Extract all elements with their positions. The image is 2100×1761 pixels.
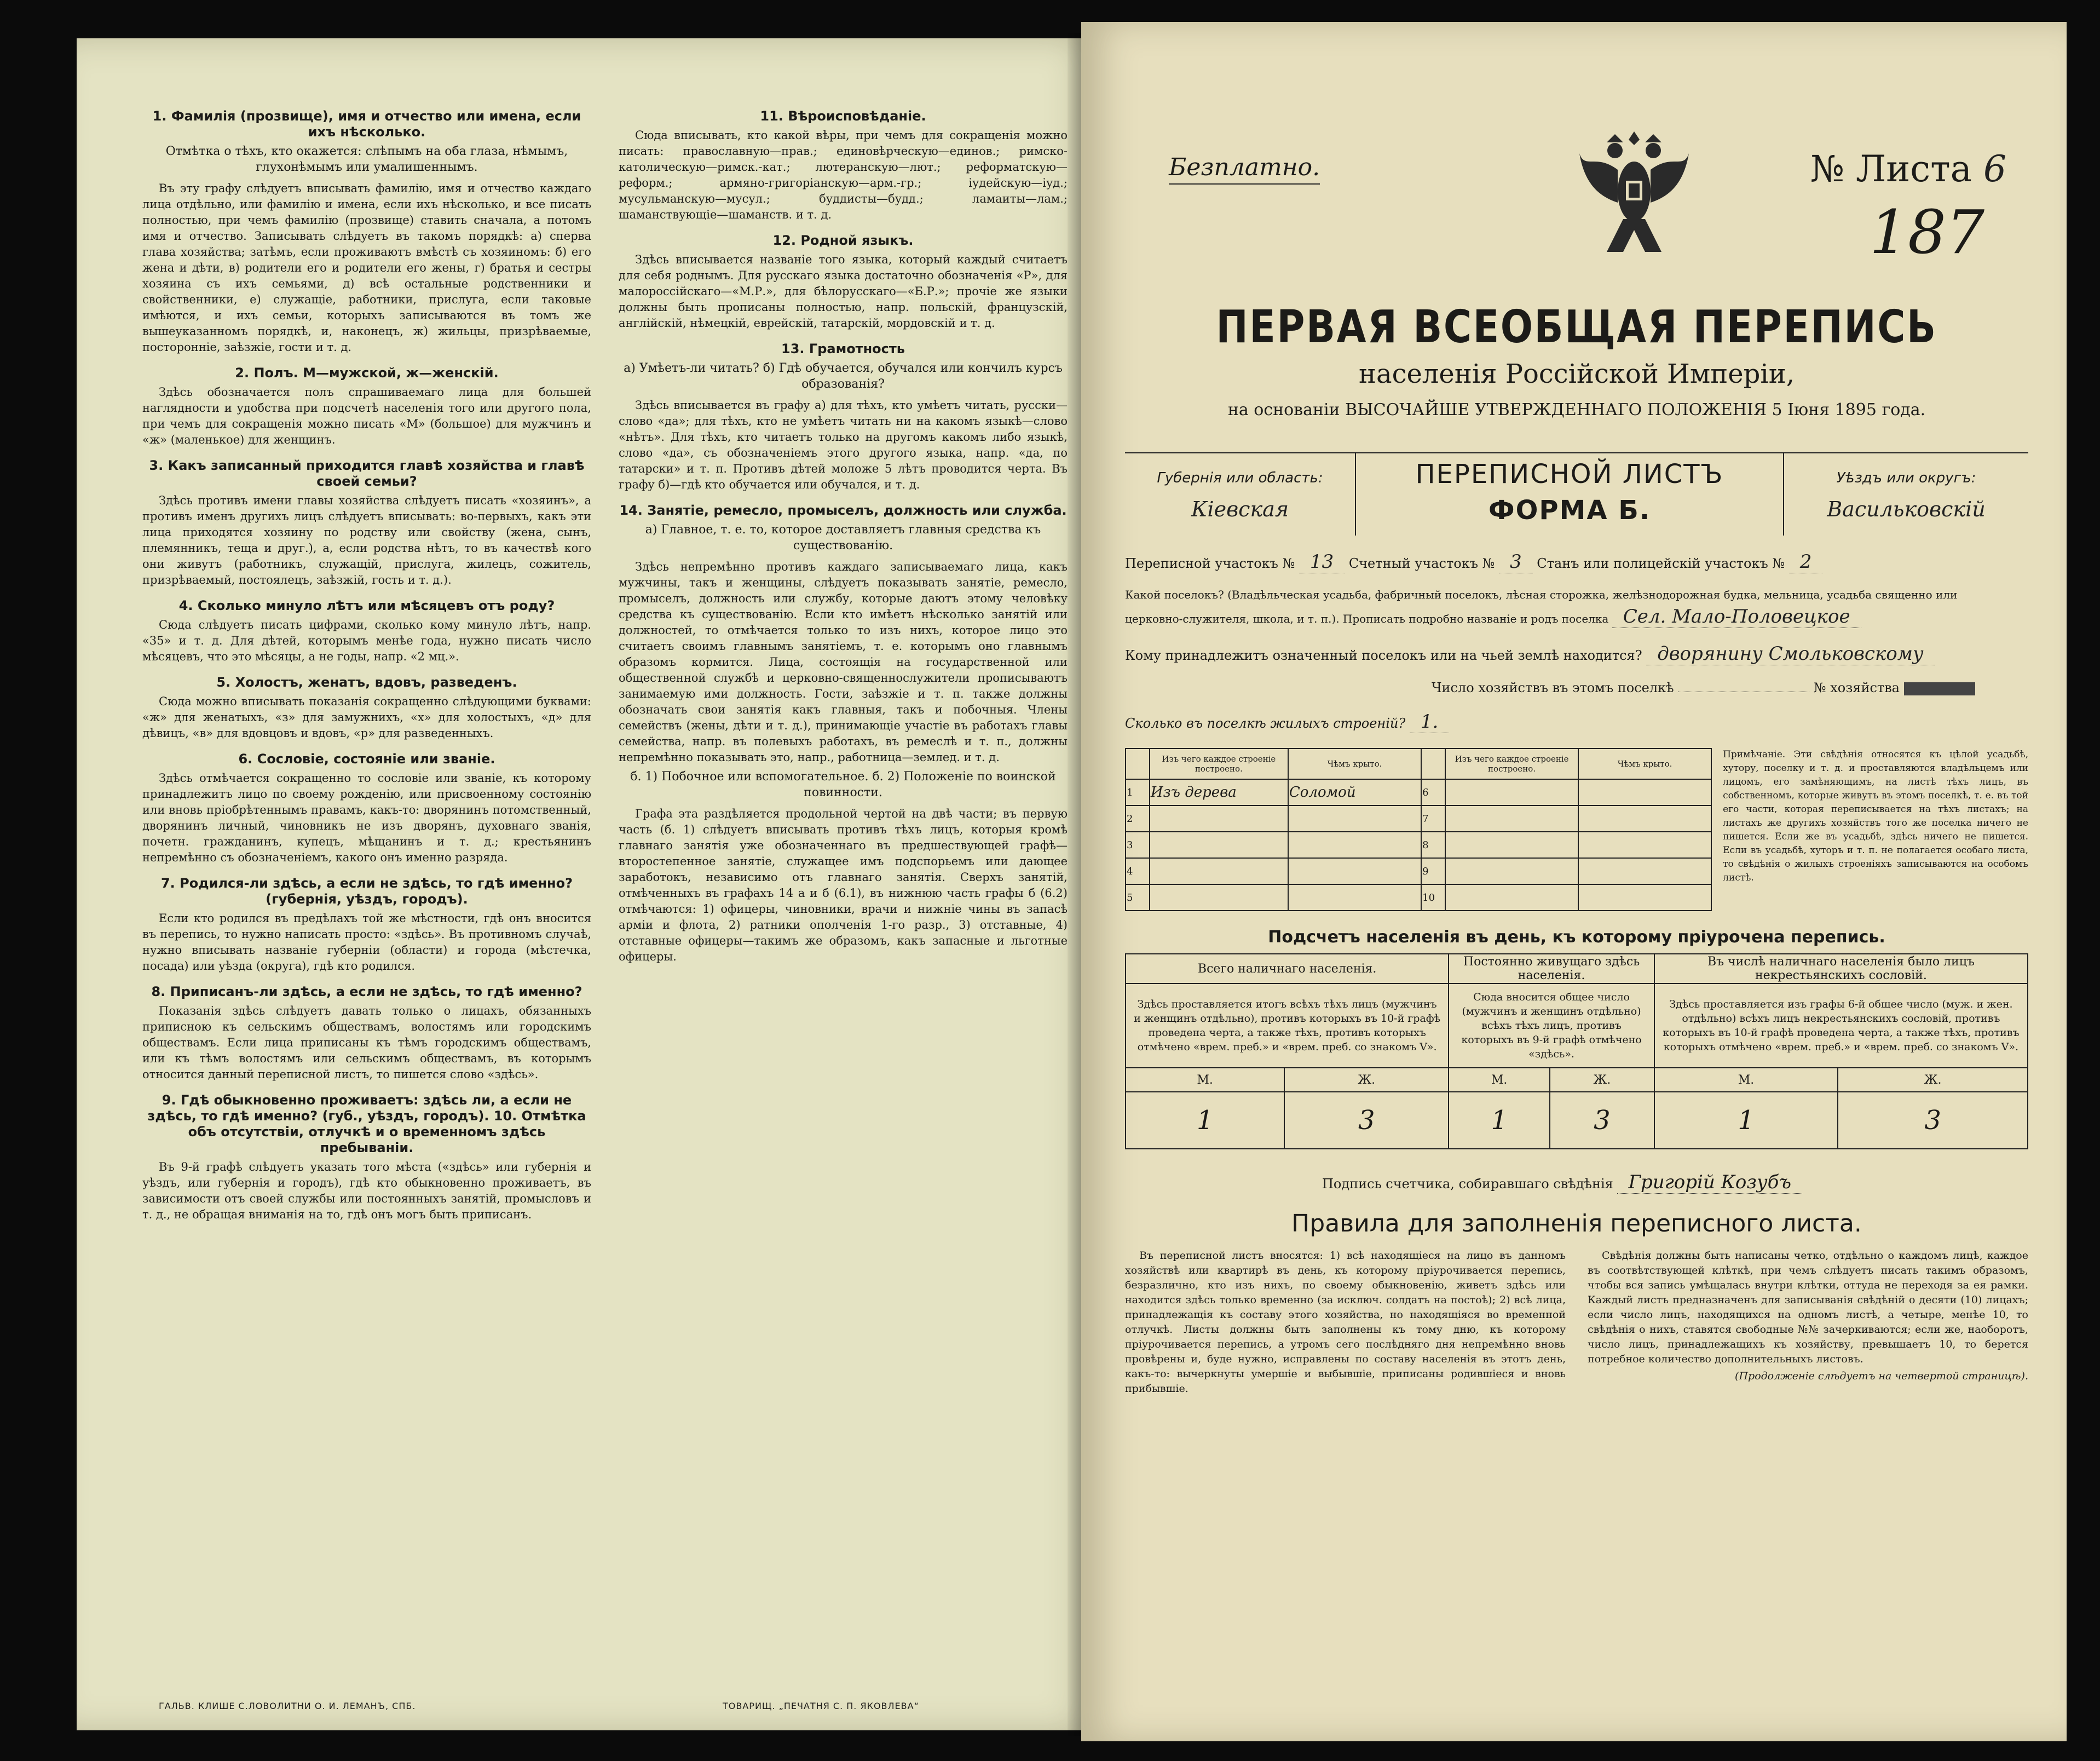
sheet-number-handwritten: 6 [1983, 148, 2006, 190]
bld-num-head [1126, 749, 1150, 779]
non-peasant-male: 1 [1654, 1092, 1838, 1149]
buildings-cell: 8 [1421, 832, 1445, 858]
buildings-cell [1150, 884, 1288, 911]
bld-num-head-2 [1421, 749, 1445, 779]
left-page-columns [142, 99, 1068, 1697]
bld-roof-head: Чѣмъ крыто. [1288, 749, 1421, 779]
form-header-boxes [1125, 452, 2028, 536]
section-heading: 13. Грамотность [781, 341, 905, 356]
section-heading: 3. Какъ записанный приходится главѣ хозяйства и главѣ своей семьи? [149, 458, 585, 489]
gubernia-handwritten: Кіевская [1191, 497, 1289, 521]
buildings-cell: 1 [1126, 779, 1150, 805]
free-label: Безплатно. [1169, 153, 1320, 185]
population-count-title: Подсчетъ населенія въ день, къ которому пріурочена перепись. [1268, 928, 1885, 947]
household-number-redacted [1904, 682, 1975, 695]
section-heading: 9. Гдѣ обыкновенно проживаетъ: здѣсь ли, а если не здѣсь, то гдѣ именно? (губ., уѣздъ, городъ). 10. Отмѣтка объ отсутствіи, отлучкѣ и о временномъ здѣсь пребываніи. [147, 1092, 586, 1155]
female-head-2: Ж. [1550, 1068, 1654, 1092]
male-head-1: М. [1126, 1068, 1284, 1092]
gubernia-box [1125, 453, 1356, 536]
section-text: Здѣсь вписывается въ графу а) для тѣхъ, кто умѣетъ читать, русски—слово «да»; для тѣхъ, кто не умѣетъ читать ни на какомъ языкѣ—слово «нѣтъ». Для тѣхъ, кто читаетъ только на другомъ какомъ либо языкѣ, слово «да», съ обозначеніемъ этого другого языка, напр. «да, по татарски» и т. п. Противъ дѣтей моложе 5 лѣтъ проводится черта. Въ графу б)—гдѣ кто обучается или обучался, и т. д. [619, 399, 1068, 491]
buildings-cell: 3 [1126, 832, 1150, 858]
right-page-census-form [1081, 22, 2067, 1741]
double-headed-eagle-icon [1574, 120, 1694, 263]
households-count-label: Число хозяйствъ въ этомъ поселкѣ [1432, 680, 1674, 695]
table-row [1126, 779, 1711, 805]
buildings-line [1125, 711, 2028, 733]
police-district-label: Станъ или полицейскій участокъ № [1537, 556, 1785, 571]
buildings-cell: 2 [1126, 805, 1150, 832]
section-heading: 1. Фамилія (прозвище), имя и отчество или имена, если ихъ нѣсколько. [152, 108, 581, 140]
buildings-cell [1578, 832, 1711, 858]
table-row [1126, 805, 1711, 832]
section-text: Въ эту графу слѣдуетъ вписывать фамилію, имя и отчество каждаго лица отдѣльно, или фамилію и имена, если ихъ нѣсколько, и все писать полностью, при чемъ фамилію (прозвище) ставить сначала, а потомъ имя и отчество. Записывать слѣдуетъ въ такомъ порядкѣ: а) сперва глава хозяйства; затѣмъ, если проживаютъ вмѣстѣ съ хозяиномъ: б) его жена и дѣти, в) родители его и родители его жены, г) братья и сестры хозяина съ ихъ семьями, д) всѣ остальные родственники и свойственники, е) служащіе, работники, прислуга, если таковые имѣются, и ихъ семьи, которыхъ записываются въ томъ же вышеуказанномъ порядкѣ, и, наконецъ, ж) жильцы, призрѣваемые, посторонніе, заѣзжіе, гости и т. д. [142, 182, 591, 354]
buildings-cell [1445, 805, 1578, 832]
rules-left-text: Въ переписной листъ вносятся: 1) всѣ находящіеся на лицо въ данномъ хозяйствѣ или квартирѣ въ день, къ которому пріурочивается перепись, безразлично, кто изъ нихъ, по своему обыкновенію, живетъ здѣсь или находится здѣсь только временно (за исключ. солдатъ на постоѣ); 2) всѣ лица, принадлежащія къ составу этого хозяйства, но находящіяся во временной отлучкѣ. Листы должны быть заполнены къ тому дню, къ которому пріурочивается перепись, а утромъ сего послѣдняго дня непремѣнно вновь провѣрены и, буде нужно, исправлены по составу населенія въ этотъ день, какъ-то: вычеркнуты умершіе и выбывшіе, приписаны родившіеся и вновь прибывшіе. [1125, 1250, 1566, 1395]
female-head-1: Ж. [1284, 1068, 1449, 1092]
table-row [1126, 884, 1711, 911]
rules-columns [1125, 1248, 2028, 1399]
buildings-cell: Соломой [1288, 779, 1421, 805]
section-heading: 14. Занятіе, ремесло, промыселъ, должность или служба. [619, 503, 1067, 518]
form-header [1125, 115, 2028, 279]
section-heading: 8. Приписанъ-ли здѣсь, а если не здѣсь, то гдѣ именно? [151, 984, 582, 999]
non-peasant-female: 3 [1838, 1092, 2028, 1149]
owner-line [1125, 643, 2028, 665]
census-title: ПЕРВАЯ ВСЕОБЩАЯ ПЕРЕПИСЬ [1216, 301, 1937, 353]
section-text: Сюда вписывать, кто какой вѣры, при чемъ для сокращенія можно писать: православную—прав.; единовѣрческую—единов.; римско-католическую—римск.-кат.; лютеранскую—лют.; реформатскую—реформ.; армяно-григоріанскую—арм.-гр.; іудейскую—іуд.; мусульманскую—мусул.; буддисты—будд.; ламаиты—лам.; шаманствующіе—шаманств. и т. д. [619, 129, 1068, 221]
buildings-cell [1288, 884, 1421, 911]
gubernia-label: Губернія или область: [1157, 470, 1323, 486]
census-subtitle: населенія Россійской Имперіи, [1359, 359, 1795, 389]
left-page [77, 38, 1100, 1730]
male-head-3: М. [1654, 1068, 1838, 1092]
buildings-cell: 7 [1421, 805, 1445, 832]
section-heading: 5. Холостъ, женатъ, вдовъ, разведенъ. [216, 675, 517, 690]
section-text: Въ 9-й графѣ слѣдуетъ указать того мѣста («здѣсь» или губернія и уѣздъ, или губернія и городъ), гдѣ кто обыкновенно проживаетъ, въ зависимости отъ своей службы или постоянныхъ занятій, промысловъ и т. д., не обращая вниманія на то, гдѣ онъ могъ быть приписанъ. [142, 1160, 591, 1221]
households-line [1125, 680, 2028, 695]
section-heading: 7. Родился-ли здѣсь, а если не здѣсь, то гдѣ именно? (губернія, уѣздъ, городъ). [160, 876, 573, 907]
non-peasant-head: Въ числѣ наличнаго населенія было лицъ некрестьянскихъ сословій. [1654, 954, 2028, 983]
instructions-column-1 [142, 99, 591, 1697]
printer-imprint-left: ГАЛЬВ. КЛИШЕ С.ЛОВОЛИТНИ О. И. ЛЕМАНЪ, СПБ. [159, 1701, 416, 1711]
buildings-cell [1578, 805, 1711, 832]
uezd-handwritten: Васильковскій [1827, 497, 1986, 521]
settlement-name-value: Сел. Мало-Половецкое [1612, 606, 1861, 628]
buildings-cell [1578, 884, 1711, 911]
buildings-cell [1445, 858, 1578, 884]
bld-material-head: Изъ чего каждое строеніе построено. [1150, 749, 1288, 779]
rules-continued: (Продолженіе слѣдуетъ на четвертой страницѣ). [1735, 1370, 2028, 1382]
form-type: ФОРМА Б. [1488, 495, 1651, 526]
table-row [1126, 858, 1711, 884]
buildings-cell [1445, 779, 1578, 805]
buildings-cell: 10 [1421, 884, 1445, 911]
section-subheading: Отмѣтка о тѣхъ, кто окажется: слѣпымъ на оба глаза, нѣмымъ, глухонѣмымъ или умалишеннымъ. [165, 145, 568, 174]
district-line [1125, 551, 2028, 573]
census-district-value: 13 [1299, 551, 1345, 573]
form-title: ПЕРЕПИСНОЙ ЛИСТЪ [1415, 459, 1724, 490]
section-heading: 12. Родной языкъ. [772, 233, 914, 248]
section-text: Показанія здѣсь слѣдуетъ давать только о лицахъ, обязанныхъ приписною къ сельскимъ обществамъ, волостямъ или городскимъ обществамъ. Если лица приписаны къ тѣмъ городскимъ обществамъ, или къ тѣмъ волостямъ или сельскимъ обществамъ, въ которымъ относится данный переписной листъ, то пишется слово «здѣсь». [142, 1004, 591, 1081]
total-present-desc: Здѣсь проставляется итогъ всѣхъ тѣхъ лицъ (мужчинъ и женщинъ отдѣльно), противъ которыхъ въ 10-й графѣ проведена черта, а также тѣхъ, противъ которыхъ отмѣчено «врем. преб.» и «врем. преб. со знакомъ V». [1126, 983, 1449, 1068]
permanent-female: 3 [1550, 1092, 1654, 1149]
permanent-residents-head: Постоянно живущаго здѣсь населенія. [1449, 954, 1654, 983]
count-district-value: 3 [1499, 551, 1533, 573]
permanent-residents-desc: Сюда вносится общее число (мужчинъ и женщинъ отдѣльно) всѣхъ тѣхъ лицъ, противъ которыхъ въ 9-й графѣ отмѣчено «здѣсь». [1449, 983, 1654, 1068]
total-present-female: 3 [1284, 1092, 1449, 1149]
section-text: Если кто родился въ предѣлахъ той же мѣстности, гдѣ онъ вносится въ перепись, то нужно написать просто: «здѣсь». Въ противномъ случаѣ, нужно вписывать названіе губерніи (области) и города (мѣстечка, посада) или уѣзда (округа), гдѣ кто родился. [142, 912, 591, 972]
section-text: Здѣсь отмѣчается сокращенно то сословіе или званіе, къ которому принадлежитъ лицо по своему рожденію, или присвоенному состоянію или вновь пріобрѣтеннымъ правамъ, какъ-то: дворянинъ потомственный, дворянинъ личный, чиновникъ не изъ дворянъ, духовнаго званія, почетн. гражданинъ, купецъ, мѣщанинъ и т. д.; крестьянинъ непремѣнно съ обозначеніемъ, какого онъ именно разряда. [142, 772, 591, 864]
buildings-cell: 5 [1126, 884, 1150, 911]
buildings-cell [1150, 832, 1288, 858]
buildings-cell [1288, 805, 1421, 832]
population-count-table [1125, 953, 2028, 1149]
buildings-value: 1. [1410, 711, 1449, 733]
rules-right-column [1588, 1248, 2028, 1399]
rules-left-column [1125, 1248, 1566, 1399]
female-head-3: Ж. [1838, 1068, 2028, 1092]
owner-label: Кому принадлежитъ означенный поселокъ или на чьей землѣ находится? [1125, 648, 1642, 663]
rules-title: Правила для заполненія переписного листа. [1291, 1210, 1862, 1238]
buildings-cell: 6 [1421, 779, 1445, 805]
buildings-cell [1288, 832, 1421, 858]
sheet-number-label: № Листа [1810, 148, 1972, 190]
rules-right-text: Свѣдѣнія должны быть написаны четко, отдѣльно о каждомъ лицѣ, каждое въ соотвѣтствующей клѣткѣ, при чемъ слѣдуетъ писать такимъ образомъ, чтобы вся запись умѣщалась внутри клѣтки, оттуда не переходя за ея рамки. Каждый листъ предназначенъ для записыванія свѣдѣній о десяти (10) лицахъ; если число лицъ, находящихся на одномъ листѣ, а четыре, менѣе 10, то свѣдѣнія о нихъ, ставятся свободные №№ зачеркиваются; если же, наоборотъ, число лицъ, принадлежащихъ къ хозяйству, превышаетъ 10, то берется потребное количество дополнительныхъ листовъ. [1588, 1250, 2028, 1365]
section-text: Здѣсь непремѣнно противъ каждаго записываемаго лица, какъ мужчины, такъ и женщины, слѣдуетъ показывать занятіе, ремесло, промыселъ, должность или службу, которые даютъ этому человѣку средства къ существованію. Если кто имѣетъ нѣсколько занятій или должностей, то отмѣчается только то изъ нихъ, которое лицо это считаетъ своимъ главнымъ занятіемъ, т. е. которымъ оно главнымъ образомъ кормится. Лица, состоящія на государственной или общественной службѣ и церковно-священнослужители прописываютъ занимаемую ими должность. Гости, заѣзжіе и т. п. также должны обозначать свои занятія какъ главныя, такъ и побочныя. Члены семействъ (жены, дѣти и т. д.), принимающіе участіе въ работахъ главы семейства, напр. въ полевыхъ работахъ, въ ремеслѣ и т. п., должны непремѣнно показывать это, напр., работница—землед. и т. д. [619, 560, 1068, 764]
buildings-cell [1578, 779, 1711, 805]
handwritten-page-number: 187 [1870, 197, 1984, 267]
section-heading: 2. Полъ. М—мужской, ж—женскій. [235, 365, 499, 381]
census-decree: на основаніи ВЫСОЧАЙШЕ УТВЕРЖДЕННАГО ПОЛОЖЕНІЯ 5 Іюня 1895 года. [1227, 400, 1926, 419]
uezd-box [1784, 453, 2028, 536]
section-subheading: б. 1) Побочное или вспомогательное. б. 2) Положеніе по воинской повинности. [630, 770, 1056, 799]
section-heading: 6. Сословіе, состояніе или званіе. [238, 751, 495, 767]
census-district-label: Переписной участокъ № [1125, 556, 1295, 571]
section-heading: 11. Вѣроисповѣданіе. [760, 108, 926, 124]
section-text: Здѣсь противъ имени главы хозяйства слѣдуетъ писать «хозяинъ», а противъ именъ другихъ лицъ слѣдуетъ вписывать: во-первыхъ, какъ эти лица приходятся хозяину по родству или свойству (жена, сынъ, племянникъ, теща и друг.), а, если родства нѣтъ, то въ качествѣ кого они живутъ (работникъ, служащій, прислуга, жилецъ, сожитель, призрѣваемый, постоялецъ, заѣзжій, гость и т. д.). [142, 494, 591, 586]
enumerator-signature [1322, 1171, 2028, 1193]
settlement-name-label: церковно-служителя, школа, и т. п.). Прописать подробно названіе и родъ поселка [1125, 612, 1609, 625]
buildings-cell [1578, 858, 1711, 884]
section-subheading: а) Главное, т. е. то, которое доставляетъ главныя средства къ существованію. [645, 523, 1041, 553]
printer-imprint-mid: ТОВАРИЩ. „ПЕЧАТНЯ С. П. ЯКОВЛЕВА“ [723, 1701, 919, 1711]
signature-label: Подпись счетчика, собиравшаго свѣдѣнія [1322, 1176, 1613, 1192]
owner-value: дворянину Смольковскому [1646, 643, 1934, 665]
buildings-section [1125, 748, 2028, 911]
buildings-label: Сколько въ поселкѣ жилыхъ строеній? [1125, 716, 1406, 731]
police-district-value: 2 [1789, 551, 1823, 573]
uezd-label: Уѣздъ или округъ: [1836, 470, 1976, 486]
section-subheading: а) Умѣетъ-ли читать? б) Гдѣ обучается, обучался или кончилъ курсъ образованія? [624, 361, 1063, 391]
section-text: Здѣсь вписывается названіе того языка, который каждый считаетъ для себя роднымъ. Для русскаго языка достаточно обозначенія «Р», для малороссійскаго—«М.Р.», для бѣлорусскаго—«Б.Р.»; прочіе же языки должны быть прописаны полностью, напр. польскій, французскій, англійскій, нѣмецкій, еврейскій, татарскій, мордовскій и т. д. [619, 253, 1068, 330]
section-heading: 4. Сколько минуло лѣтъ или мѣсяцевъ отъ роду? [178, 598, 555, 613]
total-present-head: Всего наличнаго населенія. [1126, 954, 1449, 983]
section-text: Здѣсь обозначается полъ спрашиваемаго лица для большей наглядности и удобства при подсчетѣ населенія того или другого пола, при чемъ для сокращенія можно писать «М» (большое) для мужчинъ и «ж» (маленькое) для женщинъ. [142, 385, 591, 446]
signature-handwritten: Григорій Козубъ [1617, 1171, 1802, 1194]
buildings-cell: 9 [1421, 858, 1445, 884]
non-peasant-desc: Здѣсь проставляется изъ графы 6-й общее число (муж. и жен. отдѣльно) всѣхъ лицъ некрестьянскихъ сословій, противъ которыхъ въ 10-й графѣ проведена черта, а также тѣхъ, противъ которыхъ отмѣчено «врем. преб.» и «врем. преб. со знакомъ V». [1654, 983, 2028, 1068]
section-text: Сюда можно вписывать показанія сокращенно слѣдующими буквами: «ж» для женатыхъ, «з» для замужнихъ, «х» для холостыхъ, «д» для дѣвицъ, «в» для вдовцовъ и вдовъ, «р» для разведенныхъ. [142, 695, 591, 740]
bld-roof-head-2: Чѣмъ крыто. [1578, 749, 1711, 779]
bld-material-head-2: Изъ чего каждое строеніе построено. [1445, 749, 1578, 779]
buildings-cell [1445, 832, 1578, 858]
buildings-cell [1150, 805, 1288, 832]
buildings-cell [1445, 884, 1578, 911]
table-row [1126, 832, 1711, 858]
buildings-cell [1288, 858, 1421, 884]
sheet-number [1810, 148, 2006, 190]
buildings-cell [1150, 858, 1288, 884]
buildings-note: Примѣчаніе. Эти свѣдѣнія относятся къ цѣлой усадьбѣ, хутору, поселку и т. д. и проставляются владѣльцемъ или лицомъ, его замѣняющимъ, на листѣ тѣхъ лицъ, въ собственномъ, которые живутъ въ этомъ поселкѣ, т. е. въ той его части, которая переписывается на тѣхъ листахъ; на листахъ же другихъ хозяйствъ того же поселка ничего не пишется. Если же въ усадьбѣ, здѣсь ничего не пишется. Если въ усадьбѣ, хуторъ и т. п. не полагается особаго листа, то свѣдѣнія о жилыхъ строеніяхъ записываются на особомъ листѣ. [1723, 749, 2028, 883]
buildings-table [1125, 748, 1712, 911]
total-present-male: 1 [1126, 1092, 1284, 1149]
buildings-cell: 4 [1126, 858, 1150, 884]
count-district-label: Счетный участокъ № [1348, 556, 1495, 571]
buildings-cell: Изъ дерева [1150, 779, 1288, 805]
permanent-male: 1 [1449, 1092, 1550, 1149]
instructions-column-2 [619, 99, 1068, 1697]
male-head-2: М. [1449, 1068, 1550, 1092]
settlement-type-line: Какой поселокъ? (Владѣльческая усадьба, фабричный поселокъ, лѣсная сторожка, желѣзнодорожная будка, мельница, усадьба священно или [1125, 588, 1958, 601]
settlement-name-line [1125, 606, 2028, 628]
household-number-label: № хозяйства [1813, 680, 1900, 695]
form-title-box [1356, 453, 1784, 536]
section-text: Сюда слѣдуетъ писать цифрами, сколько кому минуло лѣтъ, напр. «35» и т. д. Для дѣтей, которымъ менѣе года, нужно писать число мѣсяцевъ, что это мѣсяцы, а не годы, напр. «2 мц.». [142, 618, 591, 663]
section-text: Графа эта раздѣляется продольной чертой на двѣ части; въ первую часть (б. 1) слѣдуетъ вписывать противъ тѣхъ лицъ, которыя кромѣ главнаго занятія уже обозначеннаго въ предшествующей графѣ—второстепенное занятіе, служащее имъ подспорьемъ или дающее заработокъ, независимо отъ главнаго занятія. Сверхъ занятій, отмѣченныхъ въ графахъ 14 а и б (6.1), въ нижнюю часть графы б (6.2) отмѣчаются: 1) офицеры, чиновники, врачи и нижніе чины въ запасѣ арміи и флота, 2) ратники ополченія 1-го разр., 3) отставные, 4) отставные офицеры—такимъ же образомъ, какъ запасные и льготные офицеры. [619, 807, 1068, 963]
